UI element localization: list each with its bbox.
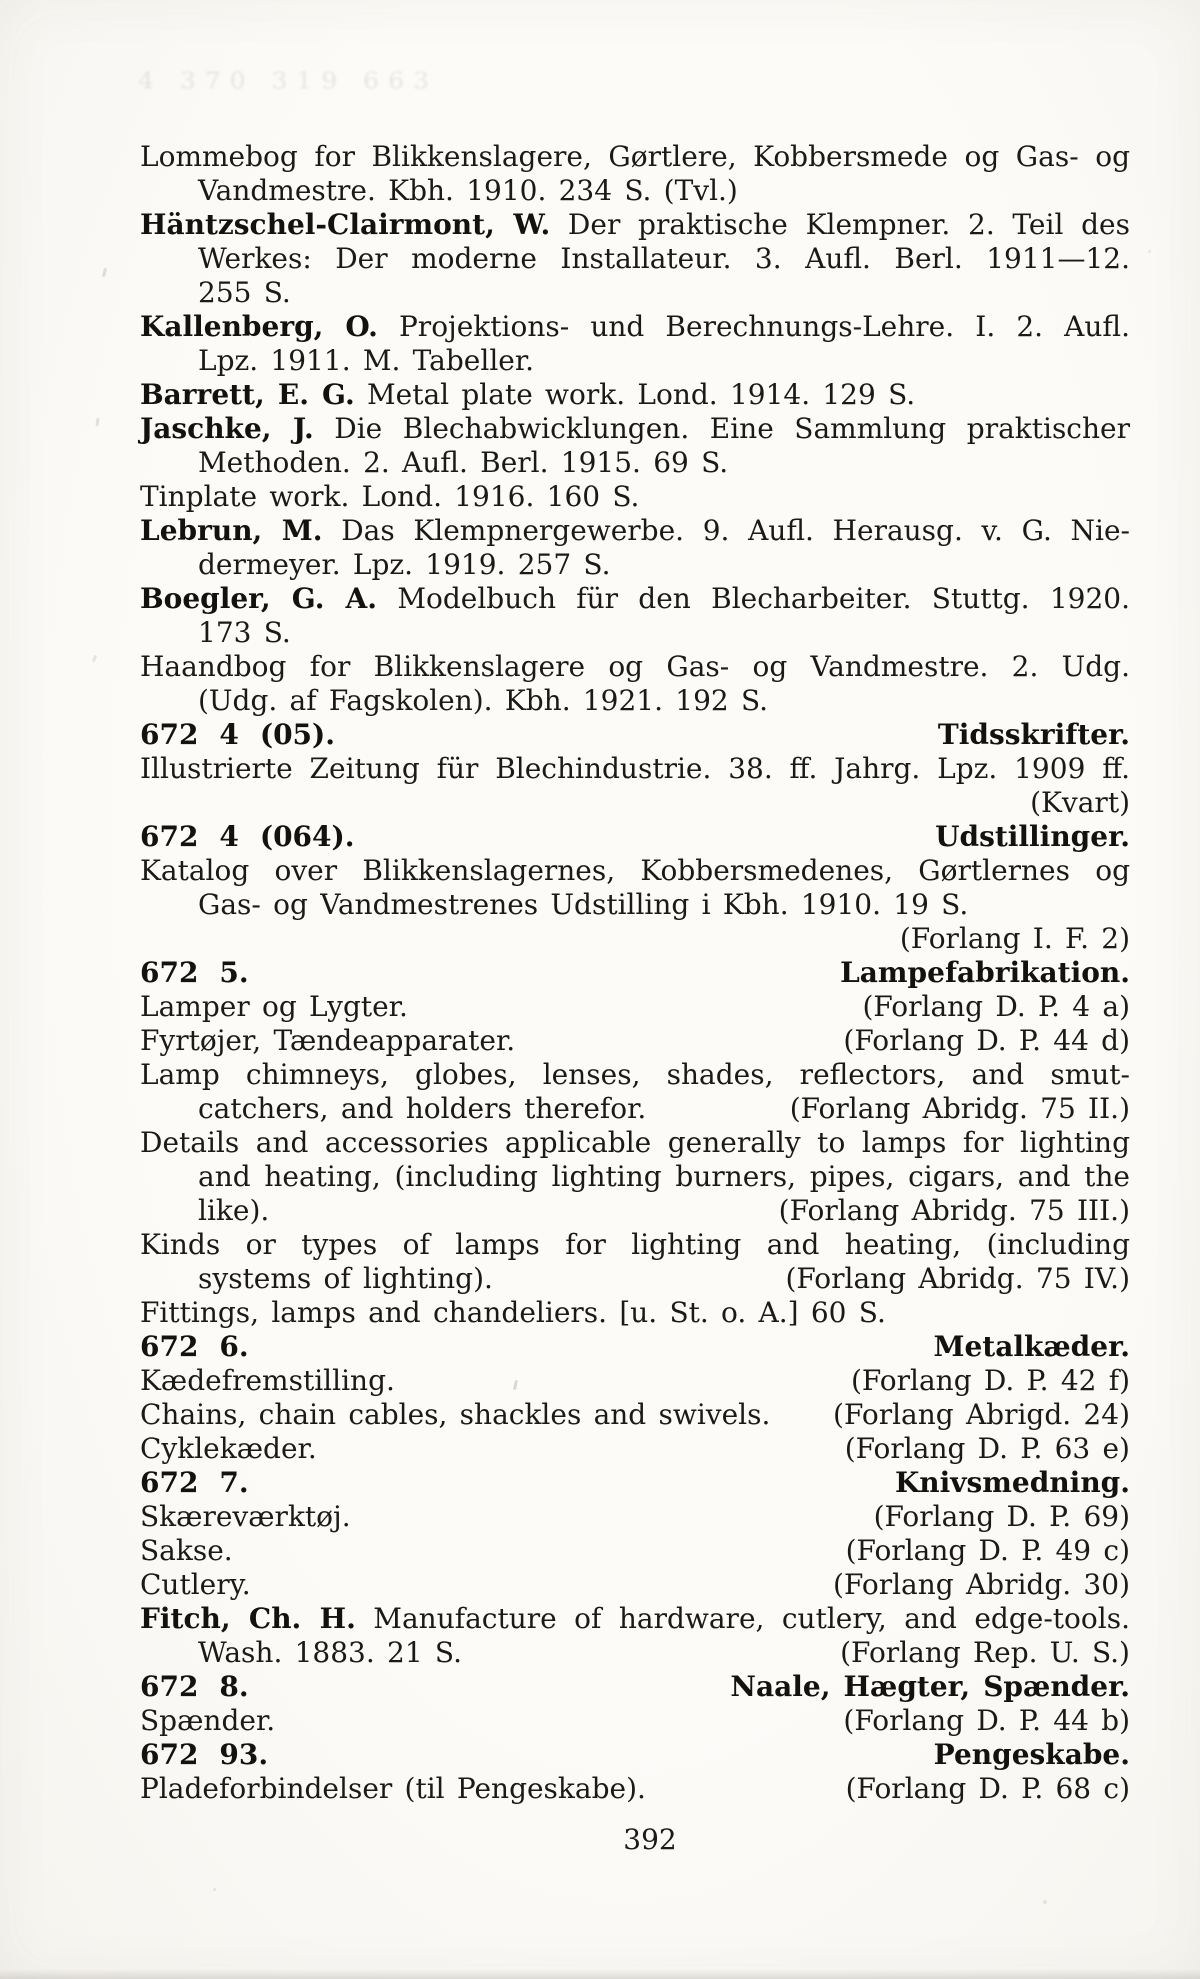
reference: (Forlang Rep. U. S.) <box>840 1636 1130 1669</box>
entry-line: Kallenberg, O. Projektions- und Berechnungs-Lehre. I. 2. Aufl. <box>140 310 1130 343</box>
reference: (Forlang D. P. 68 c) <box>845 1772 1130 1805</box>
entry-line: Fitch, Ch. H. Manufacture of hardware, cutlery, and edge-tools. <box>140 1602 1130 1635</box>
entry-line <box>140 990 1130 1024</box>
entry-text: Cyklekæder. <box>140 1432 317 1465</box>
entry-line: Lommebog for Blikkenslagere, Gørtlere, Kobbersmede og Gas- og <box>140 140 1130 173</box>
entry-line: (Udg. af Fagskolen). Kbh. 1921. 192 S. <box>198 684 769 717</box>
author-name: Lebrun, M. <box>140 514 323 547</box>
class-heading-line <box>140 820 1130 854</box>
entry-line: Gas- og Vandmestrenes Udstilling i Kbh. 1910. 19 S. <box>198 888 969 921</box>
entry-line: Kinds or types of lamps for lighting and heating, (including <box>140 1228 1130 1261</box>
scan-speck <box>1043 1900 1047 1904</box>
entry-text: Kædefremstilling. <box>140 1364 395 1397</box>
reference: (Forlang D. P. 44 b) <box>843 1704 1130 1737</box>
entry-line <box>140 1194 1130 1228</box>
reference: (Forlang Abridg. 75 II.) <box>789 1092 1130 1125</box>
reference: (Forlang Abridg. 30) <box>833 1568 1130 1601</box>
reference: (Forlang Abridg. 75 III.) <box>778 1194 1130 1227</box>
scan-speck <box>102 268 107 277</box>
scan-bottom-edge <box>0 1969 1200 1979</box>
class-number: 672 93. <box>140 1738 269 1771</box>
entry-line <box>140 1636 1130 1670</box>
entry-line <box>140 1262 1130 1296</box>
reference: (Forlang D. P. 42 f) <box>850 1364 1130 1397</box>
entry-line: Barrett, E. G. Metal plate work. Lond. 1914. 129 S. <box>140 378 916 411</box>
entry-line <box>140 1568 1130 1602</box>
author-name: Boegler, G. A. <box>140 582 378 615</box>
class-number: 672 4 (05). <box>140 718 336 751</box>
reference: (Forlang D. P. 49 c) <box>845 1534 1130 1567</box>
class-number: 672 5. <box>140 956 249 989</box>
class-title: Naale, Hægter, Spænder. <box>730 1670 1130 1703</box>
scan-speck <box>95 418 99 426</box>
entry-line: Details and accessories applicable generally to lamps for lighting <box>140 1126 1130 1159</box>
entry-text: Pladeforbindelser (til Pengeskabe). <box>140 1772 646 1805</box>
page-number: 392 <box>623 1823 677 1856</box>
entry-text: systems of lighting). <box>198 1262 493 1295</box>
entry-text: Skæreværktøj. <box>140 1500 351 1533</box>
author-name: Jaschke, J. <box>140 412 314 445</box>
entry-line: Fittings, lamps and chandeliers. [u. St. o. A.] 60 S. <box>140 1296 886 1329</box>
class-number: 672 7. <box>140 1466 249 1499</box>
class-heading-line <box>140 1738 1130 1772</box>
entry-line: (Forlang I. F. 2) <box>899 922 1130 955</box>
class-number: 672 4 (064). <box>140 820 355 853</box>
entry-line: Illustrierte Zeitung für Blechindustrie. 38. ff. Jahrg. Lpz. 1909 ff. <box>140 752 1130 785</box>
class-title: Lampefabrikation. <box>840 956 1130 989</box>
bleed-through-text: 4 370 319 663 <box>138 67 438 94</box>
entry-line: 255 S. <box>198 276 291 309</box>
entry-line: Methoden. 2. Aufl. Berl. 1915. 69 S. <box>198 446 729 479</box>
scan-speck <box>92 655 97 663</box>
entry-text: Cutlery. <box>140 1568 251 1601</box>
entry-line: Lamp chimneys, globes, lenses, shades, reflectors, and smut- <box>140 1058 1130 1091</box>
reference: (Forlang D. P. 63 e) <box>844 1432 1130 1465</box>
class-heading-line <box>140 956 1130 990</box>
author-name: Fitch, Ch. H. <box>140 1602 356 1635</box>
entry-line: Tinplate work. Lond. 1916. 160 S. <box>140 480 640 513</box>
entry-line <box>140 1092 1130 1126</box>
entry-line: Katalog over Blikkenslagernes, Kobbersmedenes, Gørtlernes og <box>140 854 1130 887</box>
class-heading-line <box>140 1466 1130 1500</box>
entry-line <box>140 1024 1130 1058</box>
entry-text: Chains, chain cables, shackles and swivels. <box>140 1398 771 1431</box>
class-title: Knivsmedning. <box>894 1466 1130 1499</box>
reference: (Forlang Abridg. 75 IV.) <box>785 1262 1130 1295</box>
reference: (Forlang Abrigd. 24) <box>833 1398 1130 1431</box>
entry-line: Häntzschel-Clairmont, W. Der praktische Klempner. 2. Teil des <box>140 208 1130 241</box>
class-title: Tidsskrifter. <box>937 718 1130 751</box>
reference: (Forlang D. P. 4 a) <box>862 990 1130 1023</box>
catalog-text-block <box>140 140 1130 1806</box>
class-heading-line <box>140 718 1130 752</box>
entry-text: catchers, and holders therefor. <box>198 1092 647 1125</box>
entry-line: Haandbog for Blikkenslagere og Gas- og Vandmestre. 2. Udg. <box>140 650 1130 683</box>
reference: (Forlang D. P. 44 d) <box>843 1024 1130 1057</box>
scan-speck <box>1148 250 1151 253</box>
entry-line: Jaschke, J. Die Blechabwicklungen. Eine Sammlung praktischer <box>140 412 1130 445</box>
author-name: Kallenberg, O. <box>140 310 378 343</box>
entry-line <box>140 1500 1130 1534</box>
class-number: 672 8. <box>140 1670 249 1703</box>
entry-line <box>140 1534 1130 1568</box>
author-name: Häntzschel-Clairmont, W. <box>140 208 551 241</box>
entry-line <box>140 1432 1130 1466</box>
class-heading-line <box>140 1330 1130 1364</box>
entry-line: Lebrun, M. Das Klempnergewerbe. 9. Aufl. Herausg. v. G. Nie- <box>140 514 1130 547</box>
entry-line <box>140 1398 1130 1432</box>
entry-line <box>140 1364 1130 1398</box>
author-name: Barrett, E. G. <box>140 378 355 411</box>
entry-text: Wash. 1883. 21 S. <box>198 1636 462 1669</box>
class-title: Metalkæder. <box>933 1330 1130 1363</box>
class-heading-line <box>140 1670 1130 1704</box>
entry-line: Boegler, G. A. Modelbuch für den Blecharbeiter. Stuttg. 1920. <box>140 582 1130 615</box>
entry-text: Sakse. <box>140 1534 233 1567</box>
entry-line: (Kvart) <box>1030 786 1130 819</box>
entry-line: Lpz. 1911. M. Tabeller. <box>198 344 535 377</box>
entry-line: dermeyer. Lpz. 1919. 257 S. <box>198 548 611 581</box>
entry-text: Fyrtøjer, Tændeapparater. <box>140 1024 516 1057</box>
class-number: 672 6. <box>140 1330 249 1363</box>
entry-text: like). <box>198 1194 270 1227</box>
entry-line: 173 S. <box>198 616 291 649</box>
class-title: Pengeskabe. <box>933 1738 1130 1771</box>
entry-line: and heating, (including lighting burners, pipes, cigars, and the <box>198 1160 1130 1193</box>
reference: (Forlang D. P. 69) <box>873 1500 1130 1533</box>
scan-speck <box>213 1888 216 1891</box>
entry-line: Vandmestre. Kbh. 1910. 234 S. (Tvl.) <box>198 174 738 207</box>
entry-line: Werkes: Der moderne Installateur. 3. Aufl. Berl. 1911—12. <box>198 242 1130 275</box>
entry-text: Lamper og Lygter. <box>140 990 408 1023</box>
class-title: Udstillinger. <box>935 820 1130 853</box>
entry-line <box>140 1772 1130 1806</box>
entry-line <box>140 1704 1130 1738</box>
entry-text: Spænder. <box>140 1704 276 1737</box>
